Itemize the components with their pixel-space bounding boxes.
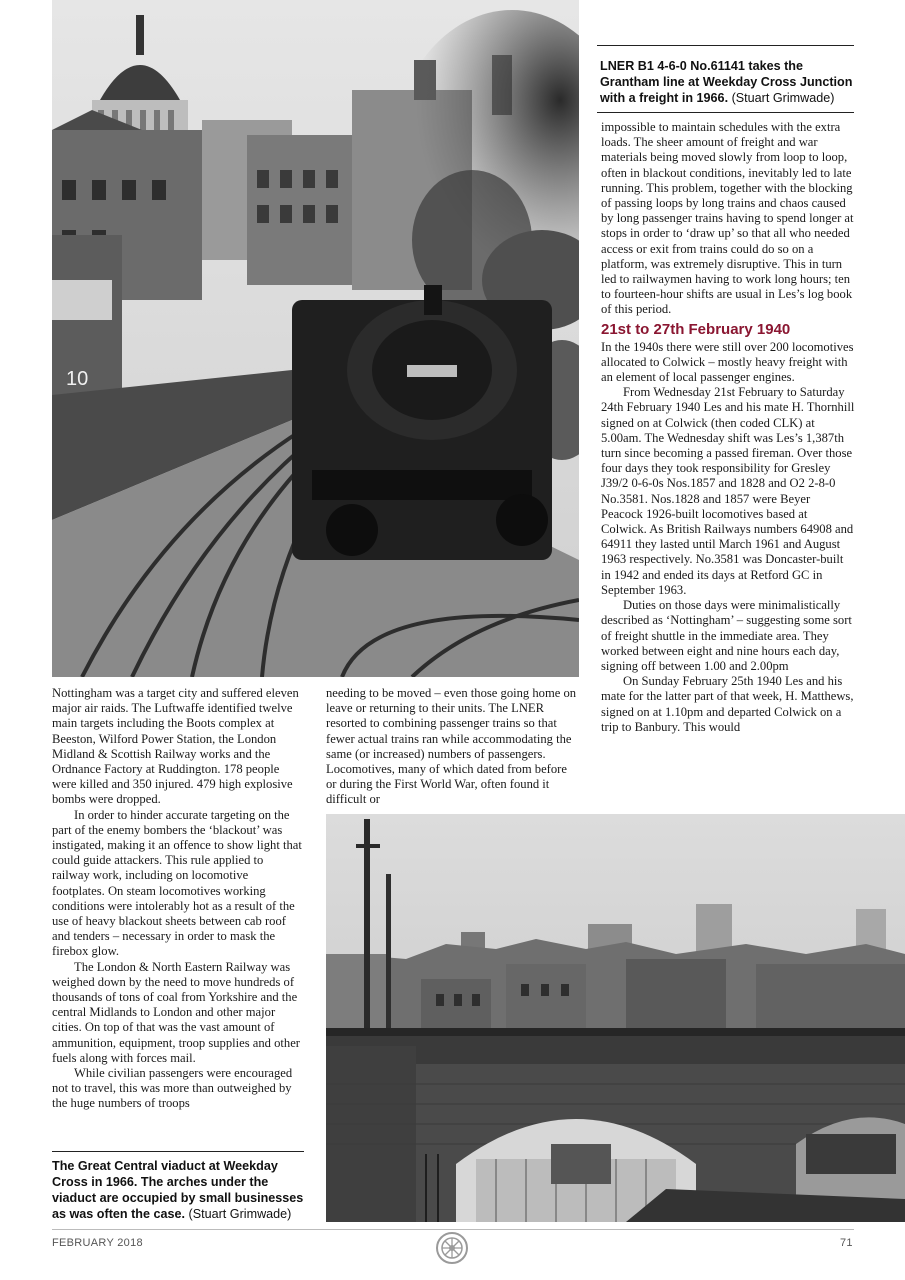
paragraph: Duties on those days were minimalistically described as ‘Nottingham’ – suggesting some sort of freight shuttle in the immediate area. They worked between eight and nine hours each day, signing off between 1.00 and 2.00pm bbox=[601, 598, 852, 673]
footer-rule bbox=[52, 1229, 854, 1230]
paragraph: From Wednesday 21st February to Saturday 24th February 1940 Les and his mate H. Thornhill signed on at Colwick (then coded CLK) at 5.00am. The Wednesday shift was Les’s 1,387th turn since becoming a passed fireman. Over those four days they took responsibility for Gresley J39/2 0-6-0s Nos.1857 and 1828 and O2 2-8-0 No.3581. Nos.1828 and 1857 were Beyer Peacock 1926-built locomotives based at Colwick. As British Railways numbers 64908 and 64911 they lasted until March 1961 and August 1963 respectively. No.3581 was Doncaster-built in 1942 and ended its days at Retford GC in September 1963. bbox=[601, 385, 855, 597]
footer-date: FEBRUARY 2018 bbox=[52, 1237, 143, 1249]
article-column-right bbox=[601, 120, 855, 735]
viaduct-photo-illustration bbox=[326, 814, 905, 1222]
footer-page-number: 71 bbox=[840, 1237, 853, 1249]
wheel-logo-icon bbox=[435, 1231, 469, 1265]
caption-viaduct-credit: (Stuart Grimwade) bbox=[188, 1207, 292, 1221]
caption-locomotive-title: LNER B1 4-6-0 No.61141 takes the Grantham line at Weekday Cross Junction with a freight in 1966. bbox=[600, 59, 853, 105]
caption-locomotive bbox=[600, 58, 856, 106]
signal-box-number: 10 bbox=[66, 368, 89, 390]
photo-viaduct bbox=[326, 814, 905, 1222]
paragraph: needing to be moved – even those going home on leave or returning to their units. The LNER resorted to combining passenger trains so that fewer actual trains ran while accommodating the same (or increased) numbers of passengers. Locomotives, many of which dated from before or during the First World War, often found it difficult or bbox=[326, 686, 577, 807]
section-heading: 21st to 27th February 1940 bbox=[601, 320, 791, 338]
photo-locomotive-junction bbox=[52, 0, 579, 677]
paragraph: In order to hinder accurate targeting on the part of the enemy bombers the ‘blackout’ was instigated, making it an offence to show light that could guide attackers. This rule applied to railway work, including on locomotive footplates. On steam locomotives working conditions were intolerably hot as a result of the use of heavy blackout sheets between cab roof and tenders – necessary in order to mask the firebox glow. bbox=[52, 807, 302, 959]
article-column-left bbox=[52, 686, 304, 1112]
paragraph: In the 1940s there were still over 200 locomotives allocated to Colwick – mostly heavy freight with an element of local passenger engines. bbox=[601, 339, 854, 385]
caption-viaduct-title: The Great Central viaduct at Weekday Cross in 1966. The arches under the viaduct are occupied by small businesses as was often the case. bbox=[52, 1159, 304, 1221]
caption-viaduct-rule bbox=[52, 1151, 304, 1152]
paragraph: Nottingham was a target city and suffered eleven major air raids. The Luftwaffe identified twelve main targets including the Boots complex at Beeston, Wilford Power Station, the London Midland & Scottish Railway works and the Ordnance Factory at Ruddington. 178 people were killed and 350 injured. 479 high explosive bombs were dropped. bbox=[52, 686, 299, 807]
article-column-middle bbox=[326, 686, 578, 808]
paragraph: impossible to maintain schedules with the extra loads. The sheer amount of freight and war materials being moved slowly from loop to loop, often in blackout conditions, inevitably led to late running. This problem, together with the blocking of passing loops by long trains and chaos caused by long passenger trains having to spend longer at stops in order to ‘draw up’ so that all who needed access or exit from trains could do so on a platform, was extremely disruptive. This in turn led to railwaymen having to work long hours; ten to fourteen-hour shifts are usual in Les’s log book of this period. bbox=[601, 120, 854, 317]
caption-locomotive-credit: (Stuart Grimwade) bbox=[731, 91, 835, 105]
paragraph: The London & North Eastern Railway was weighed down by the need to move hundreds of thousands of tons of coal from Yorkshire and the central Midlands to London and other major cities. On top of that was the vast amount of ammunition, equipment, troop supplies and other fuels along with forces mail. bbox=[52, 959, 300, 1065]
locomotive-photo-illustration bbox=[52, 0, 579, 677]
paragraph: While civilian passengers were encouraged not to travel, this was more than outweighed by the huge numbers of troops bbox=[52, 1066, 293, 1111]
paragraph: On Sunday February 25th 1940 Les and his mate for the latter part of that week, H. Matthews, signed on at 1.10pm and departed Colwick on a trip to Banbury. This would bbox=[601, 674, 854, 734]
caption-bottom-rule bbox=[597, 112, 854, 113]
caption-top-rule bbox=[597, 45, 854, 46]
caption-viaduct bbox=[52, 1158, 306, 1222]
footer-logo bbox=[435, 1231, 469, 1265]
